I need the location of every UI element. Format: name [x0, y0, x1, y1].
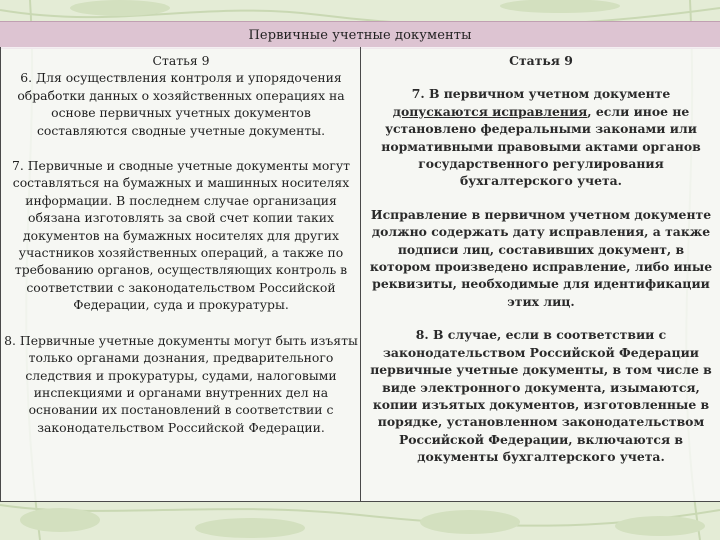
right-heading: Статья 9 — [509, 53, 573, 68]
left-item-7: 7. Первичные и сводные учетные документы могут составляться на бумажных и машинных носителях информации. В последнем случае организация обязана изготовлять за свой счет копии таких документов на бумажных носителях для других участников хозяйственных операций, а также по требованию органов, осуществляющих контроль в соответствии с законодательством Российской Федерации, суда и прокуратуры. — [11, 158, 351, 313]
slide-title-bar — [0, 21, 720, 49]
slide-title: Первичные учетные документы — [248, 27, 472, 43]
right-item-7-end: , если иное не установлено федеральными законами или нормативными правовыми актами органов государственного регулирования бухгалтерского учета. — [381, 103, 701, 189]
left-heading: Статья 9 — [152, 53, 210, 68]
right-item-8: 8. В случае, если в соответствии с законодательством Российской Федерации первичные учетные документы, в том числе в виде электронного документа, изымаются, копии изъятых документов, изготовленные в порядке, установленном законодательством Российской Федерации, включаются в документы бухгалтерского учета. — [370, 327, 712, 465]
left-column — [4, 52, 358, 436]
right-item-7-start: 7. В первичном учетном документе — [411, 86, 671, 102]
right-correction-text: Исправление в первичном учетном документе должно содержать дату исправления, а также подписи лиц, составивших документ, в котором произведено исправление, либо иные реквизиты, необходимые для идентификации этих лиц. — [369, 206, 713, 309]
left-item-6: 6. Для осуществления контроля и упорядочения обработки данных о хозяйственных операциях на основе первичных учетных документов составляются сводные учетные документы. — [17, 70, 345, 138]
right-item-7-underlined: допускаются исправления — [392, 103, 588, 119]
right-column — [366, 52, 716, 466]
right-item-7 — [366, 85, 716, 189]
left-item-8: 8. Первичные учетные документы могут быть изъяты только органами дознания, предварительного следствия и прокуратуры, судами, налоговыми инспекциями и органами внутренних дел на основании их постановлений в соответствии с законодательством Российской Федерации. — [4, 332, 358, 435]
